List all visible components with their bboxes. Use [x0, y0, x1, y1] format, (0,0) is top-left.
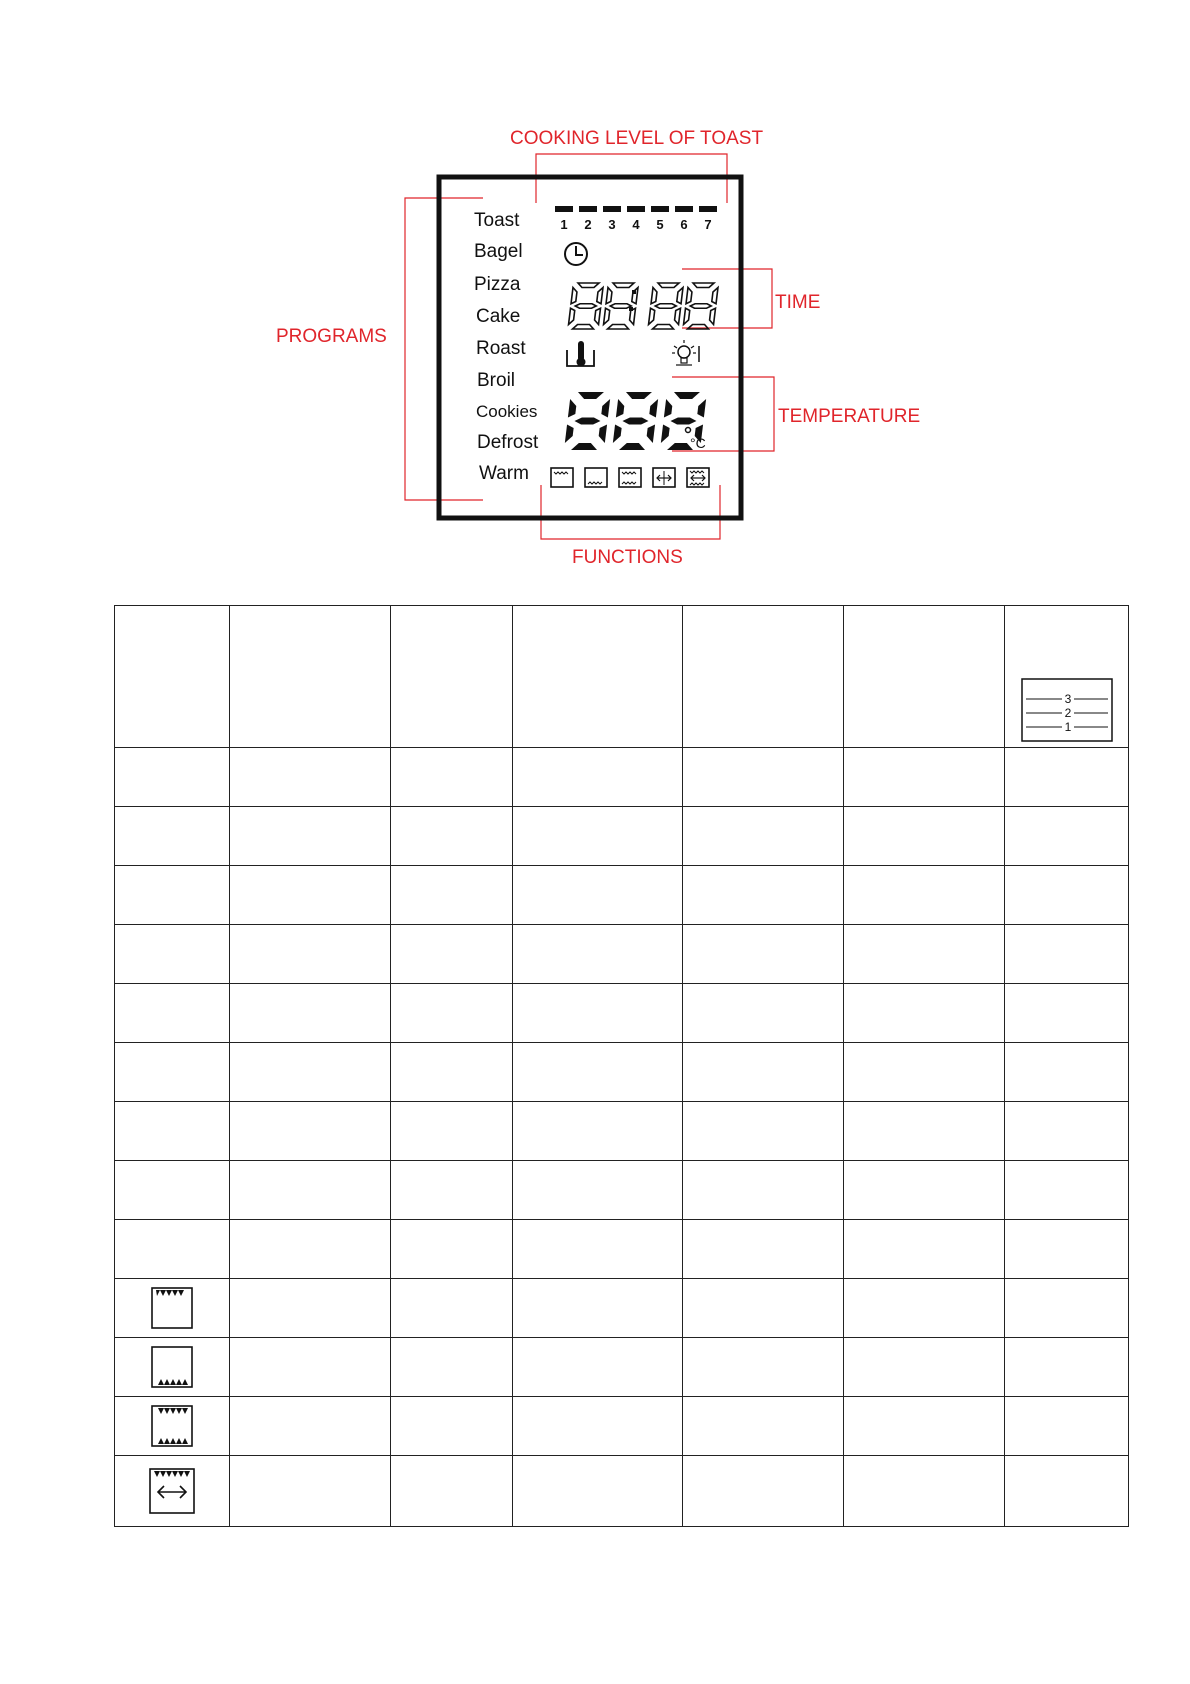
rack-position-1: 1 [1064, 720, 1071, 734]
digit-segment [599, 425, 607, 444]
toast-level-number: 3 [608, 217, 616, 232]
table-cell [683, 1397, 844, 1456]
table-cell [844, 1043, 1005, 1102]
table-cell [1005, 866, 1129, 925]
digit-segment [670, 418, 696, 425]
digit-segment [613, 283, 634, 288]
digit-segment [574, 418, 600, 425]
table-cell [844, 1102, 1005, 1161]
table-cell [230, 925, 391, 984]
toast-level-bar [651, 206, 669, 212]
table-cell [844, 925, 1005, 984]
table-cell [1005, 1456, 1129, 1527]
digit-segment [653, 325, 674, 330]
table-cell [230, 807, 391, 866]
table-cell [1005, 1043, 1129, 1102]
table-cell [230, 748, 391, 807]
table-cell [683, 807, 844, 866]
table-cell [391, 1102, 513, 1161]
table-cell [513, 1043, 683, 1102]
table-row [115, 1161, 1129, 1220]
table-cell [230, 1338, 391, 1397]
bottom-heat-icon [151, 1346, 193, 1388]
table-cell [1005, 1161, 1129, 1220]
table-cell [513, 866, 683, 925]
table-cell [513, 606, 683, 748]
thermometer-icon [567, 341, 594, 367]
digit-segment [674, 392, 700, 399]
table-cell [1005, 984, 1129, 1043]
top-heat-convection-icon [149, 1468, 195, 1514]
table-cell [683, 1161, 844, 1220]
digit-segment [661, 425, 670, 444]
digit-segment [568, 399, 576, 418]
table-cell [115, 1220, 230, 1279]
table-cell [391, 984, 513, 1043]
digit-segment [565, 425, 574, 444]
table-cell [683, 1338, 844, 1397]
table-cell [513, 1161, 683, 1220]
table-cell [1005, 807, 1129, 866]
cooking-level-callout: COOKING LEVEL OF TOAST [510, 128, 764, 149]
table-cell [230, 1043, 391, 1102]
table-row [115, 984, 1129, 1043]
rack-position-3: 3 [1064, 692, 1071, 706]
table-cell [391, 1279, 513, 1338]
table-cell [115, 866, 230, 925]
digit-segment [649, 308, 655, 324]
table-cell [115, 606, 230, 748]
toast-level-bar [603, 206, 621, 212]
table-cell [683, 925, 844, 984]
table-cell [513, 1397, 683, 1456]
table-cell [513, 1220, 683, 1279]
digit-segment [626, 392, 652, 399]
table-cell [1005, 606, 1129, 748]
table-cell [115, 1338, 230, 1397]
table-row [115, 925, 1129, 984]
digit [604, 283, 638, 329]
digit-segment [664, 399, 672, 418]
temperature-unit-label: °C [690, 435, 706, 451]
digit-segment [686, 288, 692, 304]
table-row [115, 866, 1129, 925]
temperature-display [565, 392, 706, 450]
table-cell [513, 1338, 683, 1397]
table-cell [230, 1102, 391, 1161]
program-defrost: Defrost [477, 432, 539, 453]
digit [565, 392, 610, 450]
table-cell [844, 1279, 1005, 1338]
table-row [115, 1456, 1129, 1527]
table-header-row [115, 606, 1129, 748]
program-toast: Toast [474, 210, 520, 231]
table-cell [683, 984, 844, 1043]
digit [684, 283, 718, 329]
digit-segment [622, 418, 648, 425]
table-cell [844, 1161, 1005, 1220]
table-cell [230, 1456, 391, 1527]
table-cell [1005, 925, 1129, 984]
program-roast: Roast [476, 338, 526, 359]
convection-icon [653, 468, 675, 487]
digit-segment [677, 288, 683, 304]
lcd-display-diagram [0, 0, 1190, 600]
table-cell [391, 1161, 513, 1220]
table-cell [391, 1397, 513, 1456]
table-cell [844, 1456, 1005, 1527]
table-cell [1005, 1220, 1129, 1279]
top-bottom-heat-icon [151, 1405, 193, 1447]
table-row [115, 1338, 1129, 1397]
table-cell [115, 1102, 230, 1161]
table-cell [844, 807, 1005, 866]
table-cell [1005, 1279, 1129, 1338]
table-cell [1005, 1102, 1129, 1161]
toast-level-number: 6 [680, 217, 688, 232]
program-warm: Warm [479, 463, 529, 484]
table-cell [391, 1043, 513, 1102]
time-callout: TIME [775, 292, 821, 313]
table-cell [115, 925, 230, 984]
table-cell [230, 606, 391, 748]
digit-segment [688, 325, 709, 330]
digit-segment [597, 288, 603, 304]
table-row [115, 1102, 1129, 1161]
table-cell [683, 748, 844, 807]
table-cell [513, 1279, 683, 1338]
digit-segment [651, 288, 657, 304]
digit-segment [649, 399, 658, 418]
toast-level-bars [555, 206, 717, 232]
digit-segment [632, 288, 638, 304]
functions-callout: FUNCTIONS [572, 547, 683, 568]
table-cell [844, 748, 1005, 807]
table-cell [1005, 748, 1129, 807]
digit-segment [655, 304, 676, 309]
digit-segment [571, 443, 597, 450]
toast-level-number: 1 [560, 217, 568, 232]
toast-level-bar [699, 206, 717, 212]
table-cell [1005, 1397, 1129, 1456]
table-cell [230, 1220, 391, 1279]
toast-level-number: 2 [584, 217, 592, 232]
program-cake: Cake [476, 306, 521, 327]
table-cell [391, 1456, 513, 1527]
table-cell [391, 866, 513, 925]
table-cell [683, 1102, 844, 1161]
table-cell [391, 1220, 513, 1279]
table-cell [391, 748, 513, 807]
table-cell [683, 1456, 844, 1527]
digit-segment [595, 308, 601, 324]
table-cell [1005, 1338, 1129, 1397]
oven-light-icon [672, 340, 699, 365]
table-cell [683, 1220, 844, 1279]
digit-segment [647, 425, 655, 444]
table-cell [115, 748, 230, 807]
toast-level-bar [627, 206, 645, 212]
digit-segment [690, 304, 711, 309]
digit-segment [693, 283, 714, 288]
table-cell [115, 1161, 230, 1220]
bottom-heat-icon [585, 468, 607, 487]
toast-level-bar [579, 206, 597, 212]
table-cell [844, 1397, 1005, 1456]
table-cell [115, 1043, 230, 1102]
digit-segment [658, 283, 679, 288]
table-row [115, 807, 1129, 866]
digit-segment [712, 288, 718, 304]
clock-icon [565, 243, 587, 265]
programs-callout: PROGRAMS [276, 326, 387, 347]
table-cell [513, 748, 683, 807]
digit-segment [616, 399, 624, 418]
rack-position-2: 2 [1064, 706, 1071, 720]
table-cell [391, 1338, 513, 1397]
table-cell [230, 1161, 391, 1220]
program-list [474, 210, 539, 484]
rack-position-icon [1020, 677, 1114, 743]
table-cell [391, 807, 513, 866]
table-cell [230, 866, 391, 925]
convection-top-bottom-icon [687, 468, 709, 487]
top-heat-icon [151, 1287, 193, 1329]
digit-segment [710, 308, 716, 324]
time-display [569, 283, 718, 329]
table-row [115, 1397, 1129, 1456]
top-bottom-heat-icon [619, 468, 641, 487]
digit-segment [610, 304, 631, 309]
table-cell [230, 1279, 391, 1338]
table-cell [683, 606, 844, 748]
digit-segment [613, 425, 622, 444]
toast-level-number: 7 [704, 217, 712, 232]
digit-segment [601, 399, 610, 418]
table-cell [513, 1102, 683, 1161]
program-pizza: Pizza [474, 274, 521, 295]
table-cell [844, 1220, 1005, 1279]
table-cell [683, 866, 844, 925]
table-cell [115, 1456, 230, 1527]
table-row [115, 748, 1129, 807]
table-cell [844, 866, 1005, 925]
table-cell [115, 1397, 230, 1456]
table-cell [230, 984, 391, 1043]
digit-segment [573, 325, 594, 330]
digit-segment [578, 392, 604, 399]
top-heat-icon [551, 468, 573, 487]
table-cell [115, 807, 230, 866]
digit-segment [697, 399, 706, 418]
table-cell [391, 925, 513, 984]
function-icons [551, 468, 709, 487]
table-cell [513, 1456, 683, 1527]
table-cell [844, 984, 1005, 1043]
table-cell [391, 606, 513, 748]
table-row [115, 1279, 1129, 1338]
table-cell [683, 1043, 844, 1102]
table-cell [683, 1279, 844, 1338]
functions-table [114, 605, 1129, 1527]
digit-segment [675, 308, 681, 324]
table-cell [844, 606, 1005, 748]
table-cell [844, 1338, 1005, 1397]
toast-level-bar [675, 206, 693, 212]
program-broil: Broil [477, 370, 516, 391]
digit-segment [578, 283, 599, 288]
toast-level-number: 5 [656, 217, 664, 232]
table-cell [513, 925, 683, 984]
digit-segment [619, 443, 645, 450]
toast-level-number: 4 [632, 217, 640, 232]
digit-segment [571, 288, 577, 304]
program-cookies: Cookies [476, 402, 538, 421]
digit-segment [575, 304, 596, 309]
table-row [115, 1043, 1129, 1102]
digit-segment [569, 308, 575, 324]
digit [569, 283, 603, 329]
toast-level-bar [555, 206, 573, 212]
digit-segment [684, 308, 690, 324]
table-cell [230, 1397, 391, 1456]
table-row [115, 1220, 1129, 1279]
table-cell [115, 1279, 230, 1338]
digit-segment [608, 325, 629, 330]
table-cell [513, 807, 683, 866]
temperature-callout: TEMPERATURE [778, 406, 921, 427]
table-cell [115, 984, 230, 1043]
digit [613, 392, 658, 450]
program-bagel: Bagel [474, 241, 523, 262]
digit-segment [606, 288, 612, 304]
digit-segment [604, 308, 610, 324]
table-cell [513, 984, 683, 1043]
digit [649, 283, 683, 329]
